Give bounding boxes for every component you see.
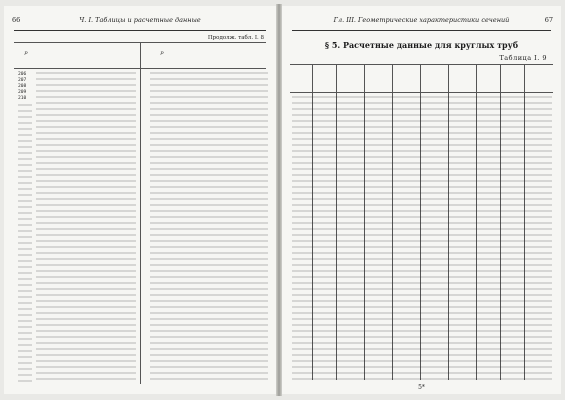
right-page [282,6,561,394]
right-running-title: Гл. III. Геометрические характеристики сечений [333,16,510,24]
right-table-header-rule [290,92,553,93]
continuation-caption: Продолж. табл. I. 8 [207,35,264,41]
section-title: § 5. Расчетные данные для круглых труб [324,40,519,50]
left-running-title: Ч. I. Таблицы и расчетные данные [79,16,201,24]
left-table-body-illegible [36,72,136,382]
row-label: 208 [18,84,27,89]
left-table-divider [140,42,141,384]
left-page-number: 66 [12,16,21,24]
left-running-head [12,16,268,28]
left-page [4,6,276,394]
right-head-rule [292,30,551,31]
row-label: 207 [18,78,27,83]
row-label: 210 [18,96,27,101]
left-table-body-illegible-right [150,72,268,382]
left-header-col-1b: p [160,50,164,56]
row-label: 209 [18,90,27,95]
right-page-number: 67 [544,16,553,24]
footnote-star: 5* [418,384,425,391]
right-running-head [290,16,553,28]
left-header-col-1: p [24,50,28,56]
table-title: Таблица I. 9 [499,54,547,62]
right-table-top-rule [290,64,553,65]
left-first-rows [18,72,26,102]
left-head-rule [14,30,266,31]
left-table-rows-illegible [18,104,32,382]
right-table-body-illegible [292,96,552,380]
row-label: 206 [18,72,27,77]
